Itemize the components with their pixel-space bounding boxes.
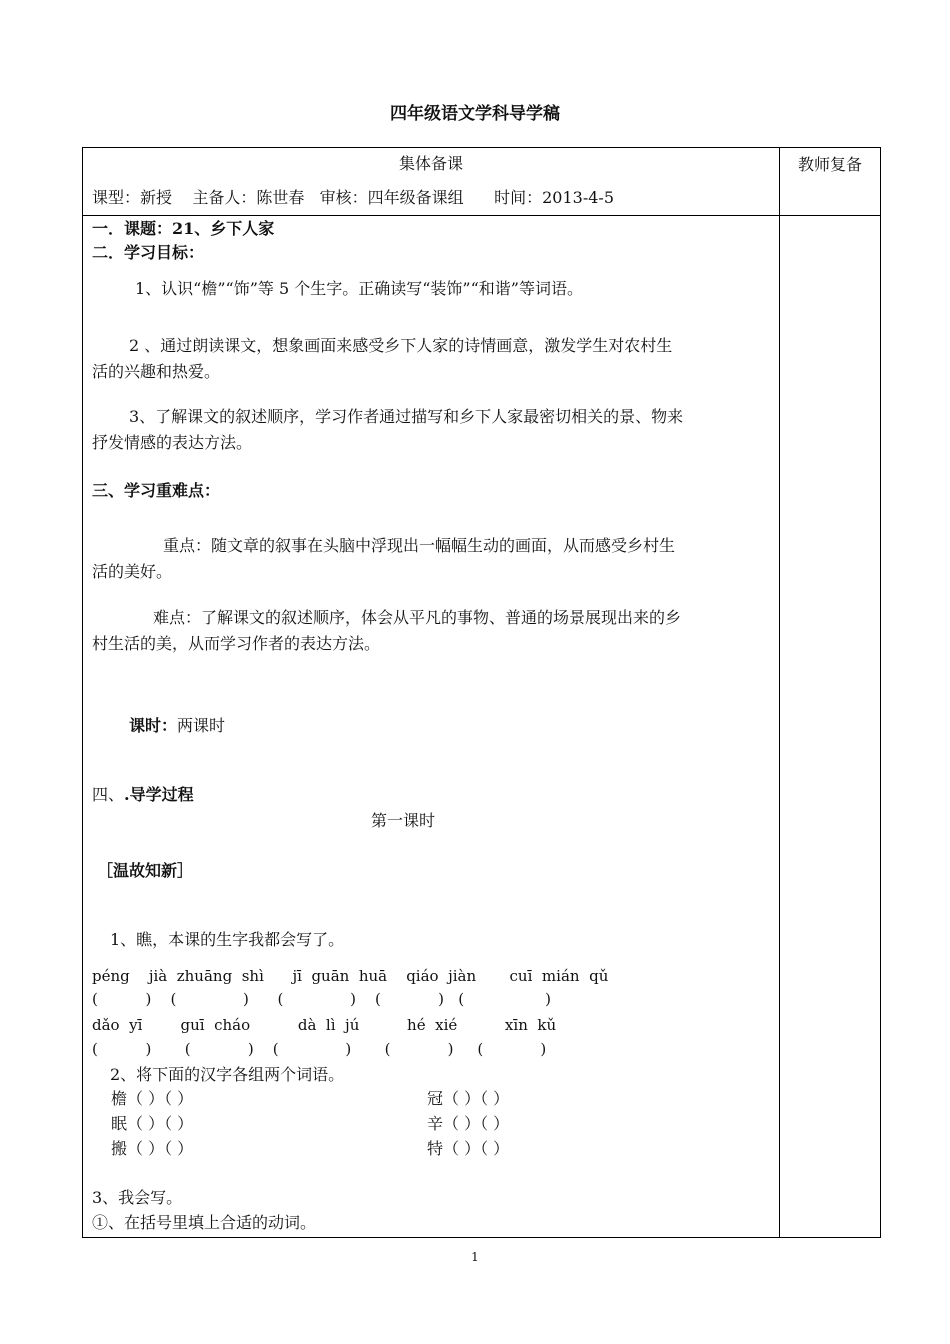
task-3-sub: ①、在括号里填上合适的动词。 <box>92 1213 317 1232</box>
word-row-1-left: 檐（ ）（ ） <box>111 1089 194 1108</box>
collective-prep-title: 集体备课 <box>398 154 463 173</box>
pinyin-row-1: péng jià zhuāng shì jī guān huā qiáo jiàn cuī mián qǔ <box>92 967 609 985</box>
goal-3-line-1: 3、了解课文的叙述顺序，学习作者通过描写和乡下人家最密切相关的景、物来 <box>129 407 684 426</box>
goal-3-line-2: 抒发情感的表达方法。 <box>92 433 253 452</box>
process-prefix: 四、 <box>92 785 125 804</box>
document-title: 四年级语文学科导学稿 <box>390 104 560 124</box>
process-heading <box>92 785 194 805</box>
class-hours-label: 课时： <box>129 716 178 735</box>
goal-2-line-2: 活的兴趣和热爱。 <box>92 362 221 381</box>
key-point-line-2: 活的美好。 <box>92 562 173 581</box>
difficulty-line-2: 村生活的美，从而学习作者的表达方法。 <box>92 634 381 653</box>
word-row-3-right: 特（ ）（ ） <box>427 1139 510 1158</box>
process-heading-text: .导学过程 <box>124 785 194 804</box>
goal-2-line-1: 2 、通过朗读课文，想象画面来感受乡下人家的诗情画意，激发学生对农村生 <box>129 336 673 355</box>
teacher-review-header: 教师复备 <box>780 148 881 216</box>
goal-1: 1、认识“檐”“饰”等 5 个生字。正确读写“装饰”“和谐”等词语。 <box>135 279 583 298</box>
word-row-2-left: 眠（ ）（ ） <box>111 1114 194 1133</box>
pinyin-row-2: dǎo yī guī cháo dà lì jú hé xié xīn kǔ <box>92 1016 557 1034</box>
task-1: 1、瞧，本课的生字我都会写了。 <box>110 930 345 949</box>
teacher-review-cell <box>780 216 881 1238</box>
goals-heading: 二．学习目标： <box>92 243 205 262</box>
key-points-heading: 三、学习重难点： <box>92 481 221 500</box>
bracket-row-2: ( ) ( ) ( ) ( ) ( ) <box>92 1040 547 1058</box>
word-row-2-right: 辛（ ）（ ） <box>427 1114 510 1133</box>
difficulty-line-1: 难点：了解课文的叙述顺序，体会从平凡的事物、普通的场景展现出来的乡 <box>153 608 682 627</box>
task-3: 3、我会写。 <box>92 1188 183 1207</box>
page-number: 1 <box>471 1250 479 1264</box>
task-2: 2、将下面的汉字各组两个词语。 <box>110 1065 345 1084</box>
header-cell <box>83 148 780 216</box>
key-point-line-1: 重点：随文章的叙事在头脑中浮现出一幅幅生动的画面，从而感受乡村生 <box>163 536 676 555</box>
content-cell <box>83 216 780 1238</box>
class-hours <box>129 716 225 736</box>
lesson-topic: 一．课题：21、乡下人家 <box>92 219 275 238</box>
lesson-plan-table <box>82 147 881 1238</box>
first-lesson-label: 第一课时 <box>371 811 436 830</box>
class-hours-value: 两课时 <box>177 716 226 735</box>
word-row-1-right: 冠（ ）（ ） <box>427 1089 510 1108</box>
course-meta-line: 课型：新授 主备人：陈世春 审核：四年级备课组 时间：2013-4-5 <box>92 188 615 207</box>
word-row-3-left: 搬（ ）（ ） <box>111 1139 194 1158</box>
bracket-row-1: ( ) ( ) ( ) ( ) ( ) <box>92 990 552 1008</box>
review-heading: ［温故知新］ <box>97 861 194 880</box>
